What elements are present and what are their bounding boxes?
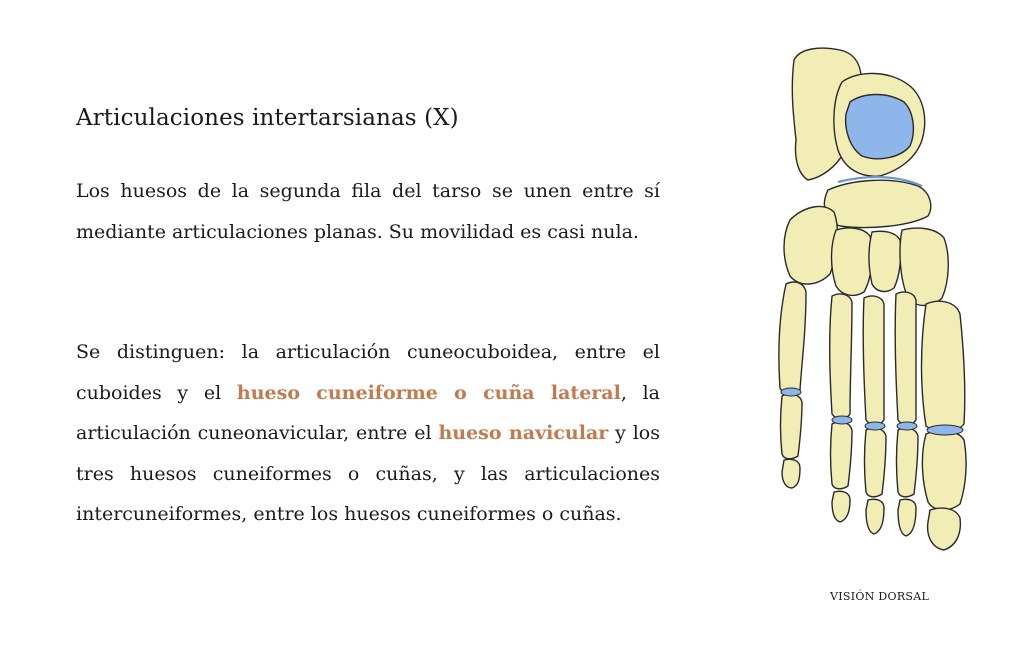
metatarsal-5 xyxy=(779,282,806,394)
metatarsal-2 xyxy=(895,292,916,425)
metatarsal-3 xyxy=(863,296,884,425)
phalanx-1-distal xyxy=(928,508,961,550)
phalanx-5-proximal xyxy=(781,394,803,459)
lateral-cuneiform-bone xyxy=(832,228,873,295)
joint-surface-2 xyxy=(897,422,917,430)
joint-surface-1 xyxy=(927,425,963,435)
phalanx-3-proximal xyxy=(865,428,887,497)
joint-surface-4 xyxy=(832,416,852,424)
phalanx-2-proximal xyxy=(897,428,919,497)
link-navicular[interactable]: hueso navicular xyxy=(438,422,609,444)
figure-caption: VISIÓN DORSAL xyxy=(830,590,930,603)
cuboid-bone xyxy=(784,206,837,284)
phalanx-5-distal xyxy=(782,459,800,488)
paragraph-details xyxy=(76,332,660,535)
metatarsal-1 xyxy=(922,301,965,432)
phalanx-2-distal xyxy=(898,499,916,536)
foot-skeleton-dorsal-illustration xyxy=(760,40,980,565)
metatarsal-4 xyxy=(830,294,852,419)
phalanx-4-proximal xyxy=(831,422,853,489)
paragraph-intro: Los huesos de la segunda fila del tarso se unen entre sí mediante articulaciones planas. Su movilidad es casi nula. xyxy=(76,180,660,243)
phalanx-3-distal xyxy=(866,499,884,534)
phalanx-1-proximal xyxy=(922,431,966,510)
paragraph-text-1: Se distinguen: la articulación cuneocuboidea, entre el cuboides y el xyxy=(76,341,660,404)
paragraph-text-2: , la articulación cuneonavicular, entre el xyxy=(76,381,661,444)
intermediate-cuneiform-bone xyxy=(869,231,901,291)
page-title: Articulaciones intertarsianas (X) xyxy=(76,105,459,132)
talus-articular-surface xyxy=(846,95,914,159)
phalanx-4-distal xyxy=(832,491,850,522)
link-lateral-cuneiform[interactable]: hueso cuneiforme o cuña lateral xyxy=(236,381,621,404)
paragraph-text-3: y los tres huesos cuneiformes o cuñas, y las articulaciones intercuneiformes, entre los huesos cuneiformes o cuñas. xyxy=(76,422,660,525)
navicular-bone xyxy=(824,180,930,227)
joint-surface-5 xyxy=(781,388,801,396)
joint-surface-3 xyxy=(865,422,885,430)
